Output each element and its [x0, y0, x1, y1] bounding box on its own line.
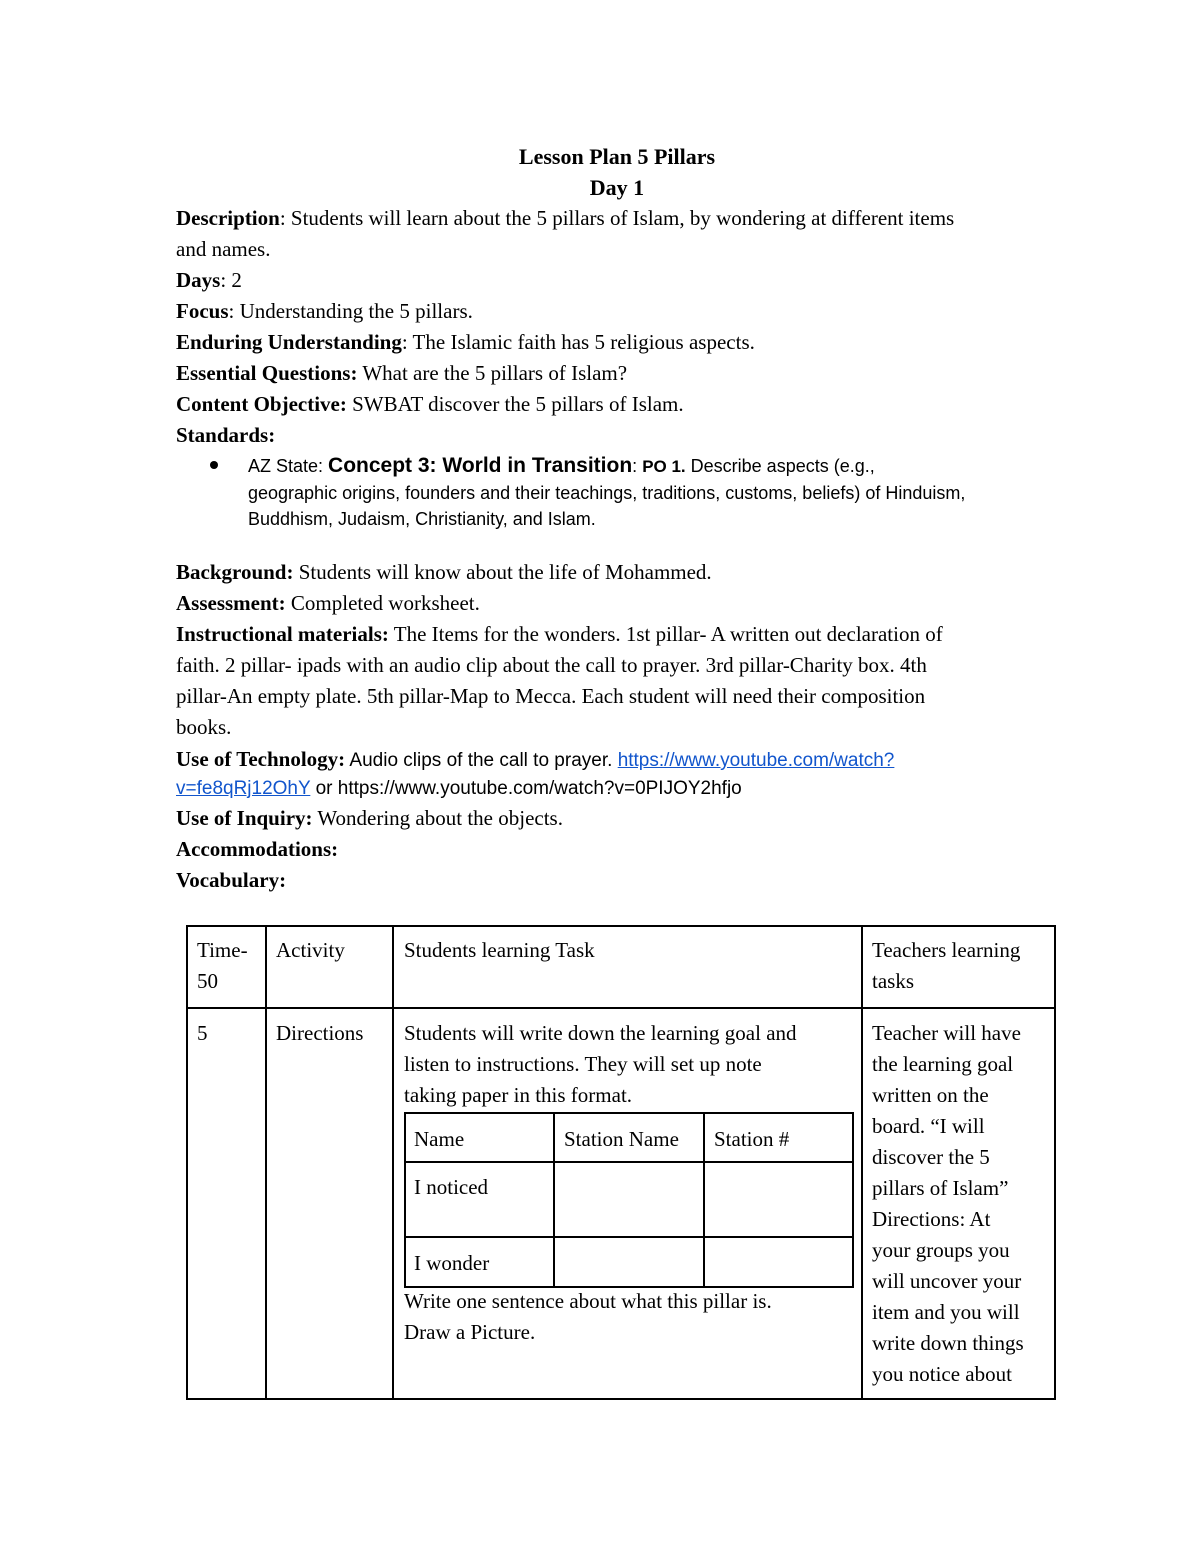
content-text: SWBAT discover the 5 pillars of Islam. — [346, 392, 684, 416]
row-activity: Directions — [276, 1021, 364, 1045]
inquiry-line — [176, 803, 1056, 834]
header-time-line-2: 50 — [197, 969, 218, 993]
standard-colon: : — [632, 456, 643, 476]
note-taking-table — [404, 1112, 854, 1288]
teacher-task-line: Directions: At — [872, 1207, 991, 1231]
materials-line-3: pillar-An empty plate. 5th pillar-Map to Mecca. Each student will need their composition — [176, 684, 926, 708]
essential-label: Essential Questions: — [176, 361, 358, 385]
inner-border-bottom — [404, 1286, 854, 1288]
student-after-line-2: Draw a Picture. — [404, 1320, 536, 1344]
header-time — [197, 935, 248, 997]
description-label: Description — [176, 206, 280, 230]
materials-label: Instructional materials: — [176, 622, 389, 646]
bullet-icon — [210, 461, 220, 471]
standard-line-3: Buddhism, Judaism, Christianity, and Islam. — [248, 509, 596, 529]
header-student-task: Students learning Task — [404, 938, 595, 962]
standard-line-1 — [248, 453, 1048, 480]
row-student-task — [404, 1018, 797, 1111]
assessment-label: Assessment: — [176, 591, 286, 615]
standard-prefix: AZ State: — [248, 456, 329, 476]
teacher-task-line: pillars of Islam” — [872, 1176, 1009, 1200]
background-line — [176, 557, 1056, 588]
standards-line — [176, 420, 1056, 451]
inner-border-top — [404, 1112, 854, 1114]
student-after-line-1: Write one sentence about what this pillar is. — [404, 1289, 772, 1313]
inner-row-divider-2 — [404, 1236, 854, 1238]
enduring-label: Enduring Understanding — [176, 330, 402, 354]
teacher-task-line: board. “I will — [872, 1114, 985, 1138]
days-line — [176, 265, 1056, 296]
materials-text-1: The Items for the wonders. 1st pillar- A written out declaration of — [388, 622, 943, 646]
content-label: Content Objective: — [176, 392, 347, 416]
teacher-task-line: Teacher will have — [872, 1021, 1021, 1045]
table-col-divider-1 — [265, 925, 267, 1400]
essential-text: What are the 5 pillars of Islam? — [357, 361, 628, 385]
table-border-right — [1054, 925, 1056, 1400]
accommodations-label: Accommodations: — [176, 837, 339, 861]
header-teacher-line-1: Teachers learning — [872, 938, 1021, 962]
enduring-line — [176, 327, 1056, 358]
inquiry-label: Use of Inquiry: — [176, 806, 313, 830]
content-line — [176, 389, 1056, 420]
inner-row-wonder: I wonder — [414, 1251, 490, 1275]
inner-row-noticed: I noticed — [414, 1175, 489, 1199]
student-task-line-3: taking paper in this format. — [404, 1083, 633, 1107]
day-label: Day 1 — [589, 175, 645, 200]
teacher-task-line: item and you will — [872, 1300, 1020, 1324]
materials-line-4: books. — [176, 715, 232, 739]
inner-border-right — [852, 1112, 854, 1288]
inner-col-divider-1 — [553, 1112, 555, 1288]
background-label: Background: — [176, 560, 294, 584]
row-teacher-task — [872, 1018, 1024, 1390]
inquiry-text: Wondering about the objects. — [312, 806, 563, 830]
standard-po: PO 1. — [642, 457, 686, 476]
days-label: Days — [176, 268, 221, 292]
inner-header-station-number: Station # — [714, 1127, 790, 1151]
technology-or-link: or https://www.youtube.com/watch?v=0PIJOY2hfjo — [310, 778, 742, 799]
materials-line-2: faith. 2 pillar- ipads with an audio clip about the call to prayer. 3rd pillar-Charity box. 4th — [176, 653, 927, 677]
inner-border-left — [404, 1112, 406, 1288]
teacher-task-line: the learning goal — [872, 1052, 1014, 1076]
focus-label: Focus — [176, 299, 229, 323]
table-border-bottom — [186, 1398, 1056, 1400]
description-line — [176, 203, 1056, 234]
table-col-divider-3 — [861, 925, 863, 1400]
enduring-text: : The Islamic faith has 5 religious aspects. — [401, 330, 755, 354]
row-student-after — [404, 1286, 772, 1348]
standard-text-1: Describe aspects (e.g., — [685, 456, 875, 476]
teacher-task-line: written on the — [872, 1083, 989, 1107]
student-task-line-1: Students will write down the learning goal and — [404, 1021, 797, 1045]
header-activity: Activity — [276, 938, 345, 962]
inner-header-name: Name — [414, 1127, 465, 1151]
focus-line — [176, 296, 1056, 327]
standard-concept: Concept 3: World in Transition — [328, 454, 633, 477]
header-time-line-1: Time- — [197, 938, 248, 962]
standard-text — [248, 453, 1048, 532]
header-teacher-line-2: tasks — [872, 969, 914, 993]
description-line-2: and names. — [176, 237, 271, 261]
vocabulary-line — [176, 865, 1056, 896]
header-teacher-task — [872, 935, 1020, 997]
inner-header-station-name: Station Name — [564, 1127, 679, 1151]
background-text: Students will know about the life of Mohammed. — [293, 560, 712, 584]
days-text: : 2 — [220, 268, 242, 292]
table-border-top — [186, 925, 1056, 927]
technology-text: Audio clips of the call to prayer. — [345, 750, 618, 771]
technology-line-2 — [176, 772, 1056, 804]
student-task-line-2: listen to instructions. They will set up note — [404, 1052, 762, 1076]
youtube-link-1-continued[interactable]: v=fe8qRj12OhY — [176, 778, 311, 799]
assessment-text: Completed worksheet. — [285, 591, 480, 615]
table-header-divider — [186, 1007, 1056, 1009]
accommodations-line — [176, 834, 1056, 865]
standards-label: Standards: — [176, 423, 276, 447]
inner-col-divider-2 — [703, 1112, 705, 1288]
vocabulary-label: Vocabulary: — [176, 868, 287, 892]
teacher-task-line: discover the 5 — [872, 1145, 990, 1169]
focus-text: : Understanding the 5 pillars. — [228, 299, 473, 323]
table-col-divider-2 — [392, 925, 394, 1400]
row-time: 5 — [197, 1021, 208, 1045]
youtube-link-1[interactable]: https://www.youtube.com/watch? — [617, 750, 895, 771]
materials-line — [176, 619, 1056, 650]
inner-row-divider-1 — [404, 1161, 854, 1163]
teacher-task-line: you notice about — [872, 1362, 1012, 1386]
teacher-task-line: will uncover your — [872, 1269, 1022, 1293]
technology-label: Use of Technology: — [176, 747, 346, 771]
description-text: : Students will learn about the 5 pillars of Islam, by wondering at different items — [279, 206, 955, 230]
table-border-left — [186, 925, 188, 1400]
teacher-task-line: your groups you — [872, 1238, 1010, 1262]
assessment-line — [176, 588, 1056, 619]
standard-line-2: geographic origins, founders and their teachings, traditions, customs, beliefs) of Hinduism, — [248, 483, 966, 503]
essential-line — [176, 358, 1056, 389]
page-title: Lesson Plan 5 Pillars — [518, 144, 716, 169]
teacher-task-line: write down things — [872, 1331, 1024, 1355]
